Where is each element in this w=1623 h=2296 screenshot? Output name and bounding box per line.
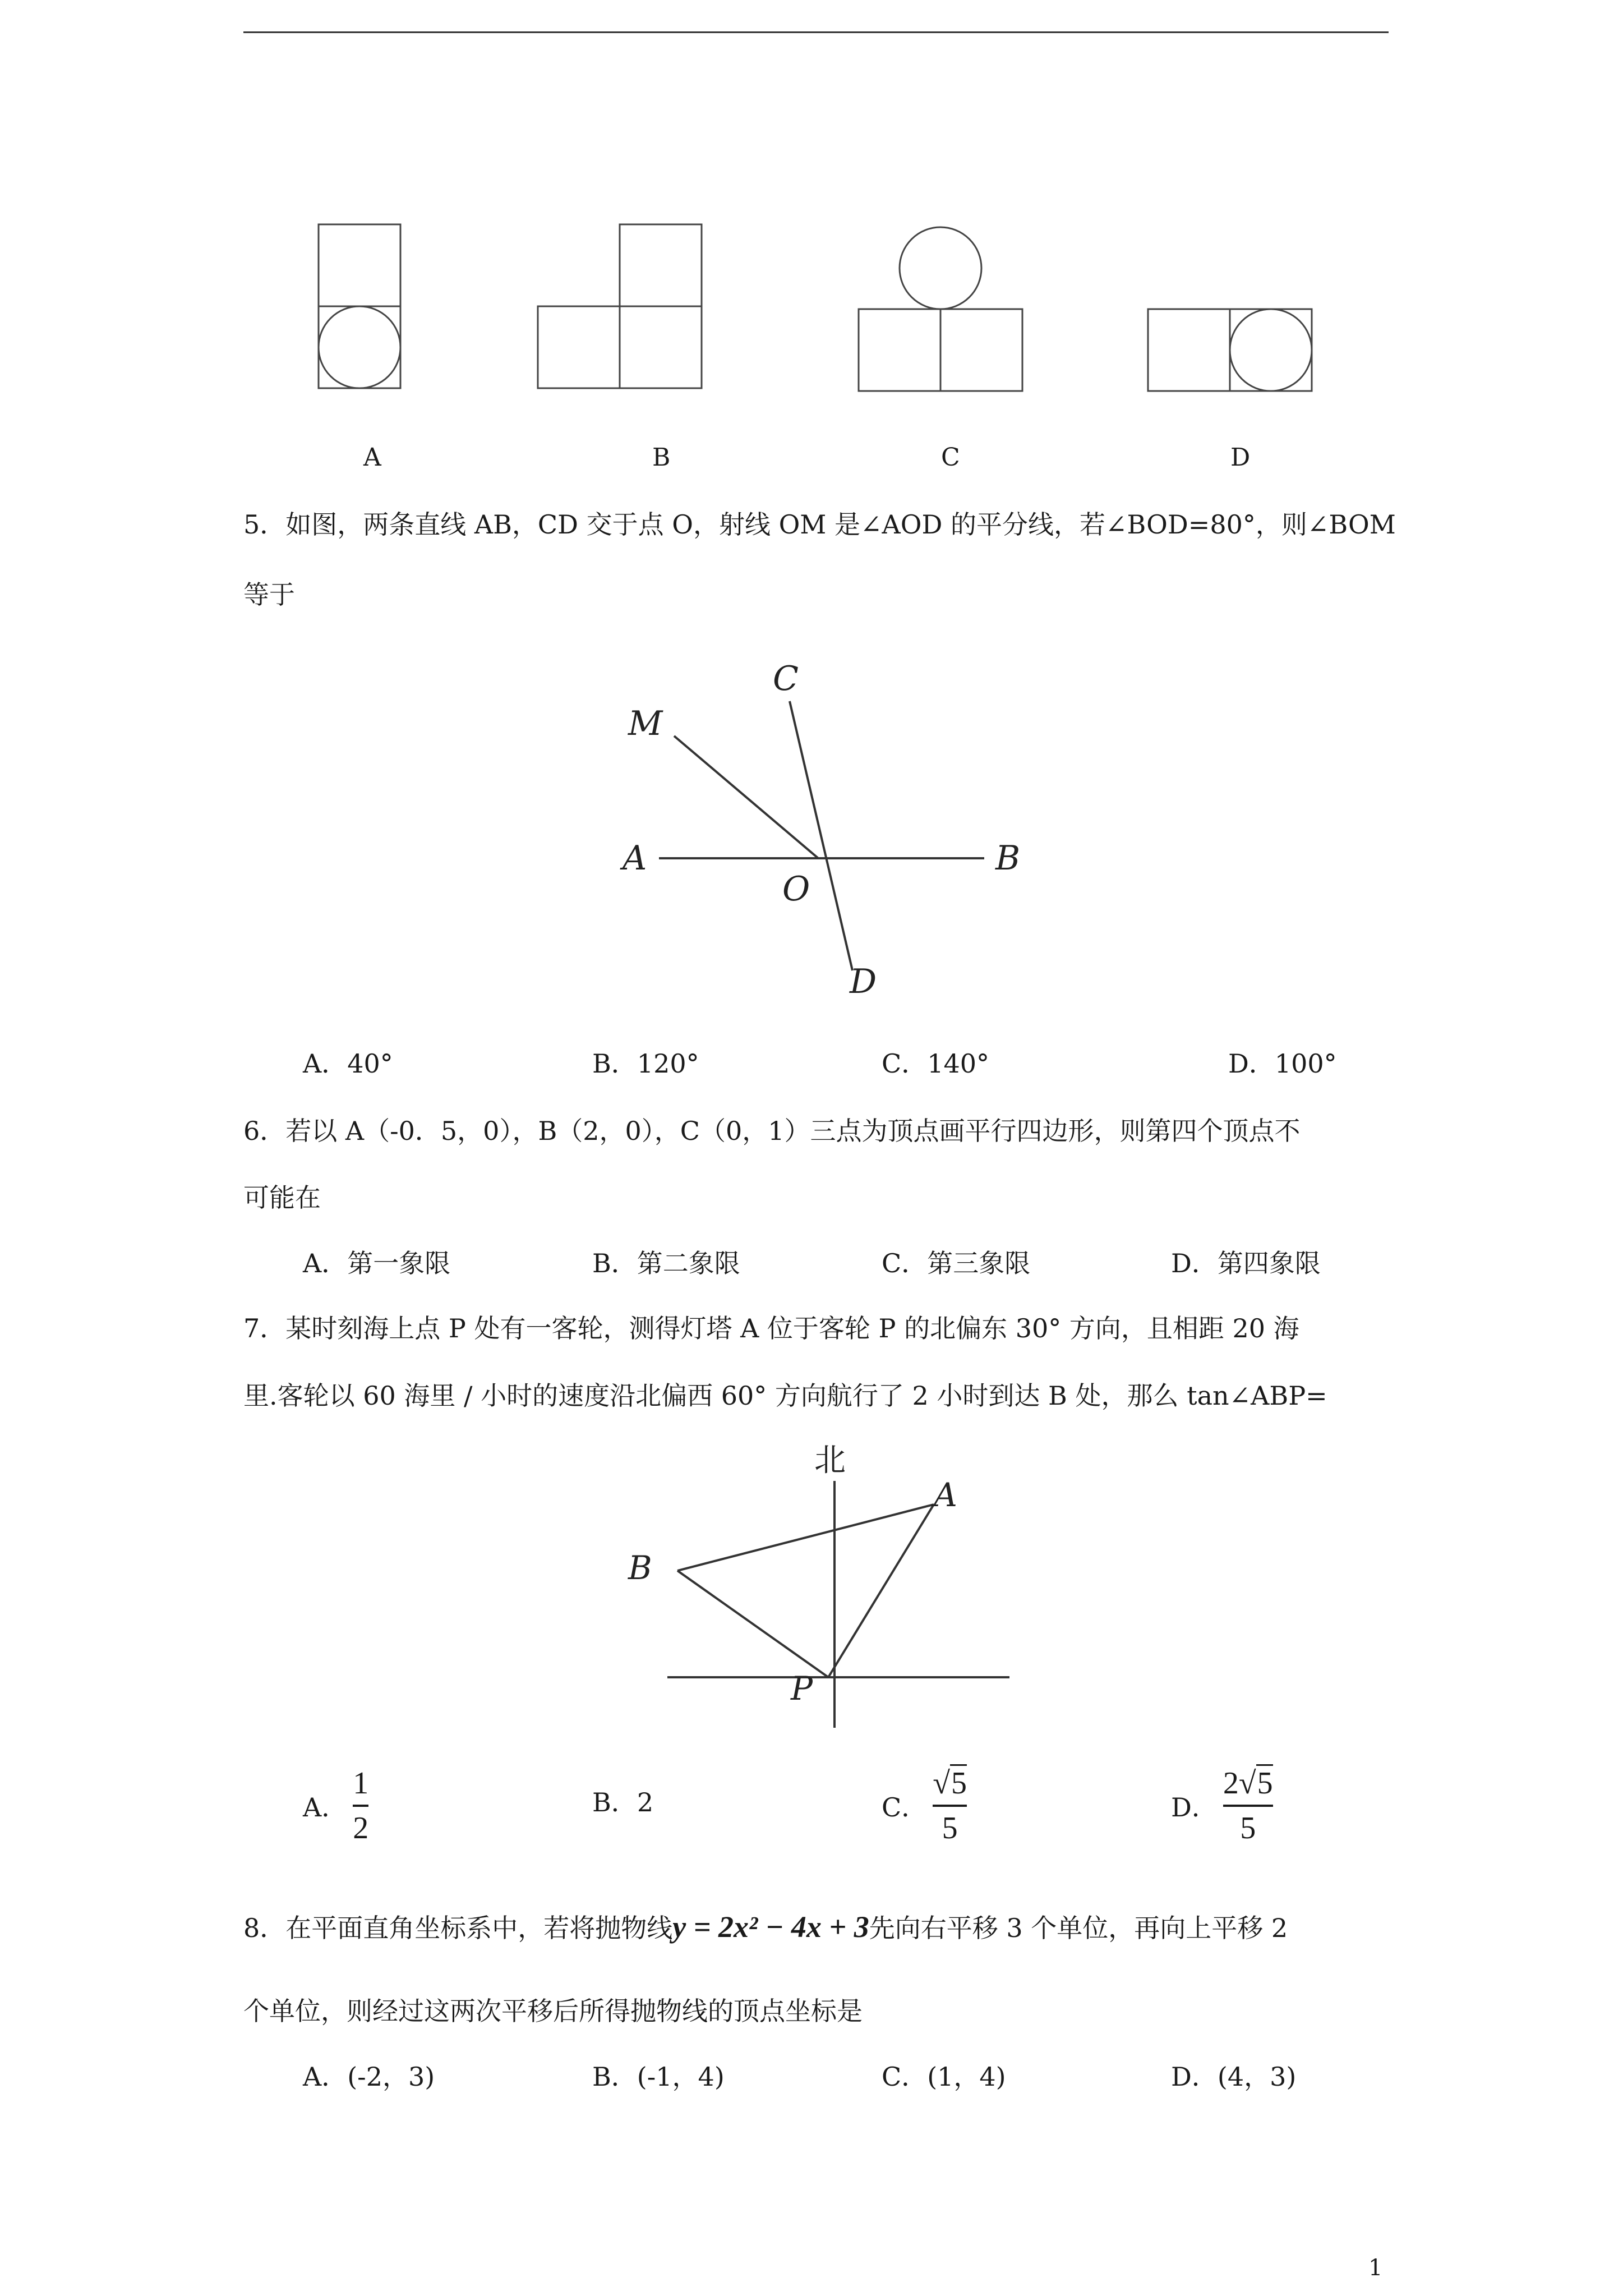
- q6-text-line2: 可能在: [243, 1182, 321, 1213]
- q6-option-b: B．第二象限: [592, 1248, 740, 1278]
- q5-label-d: D: [850, 962, 877, 1001]
- q4-figure-a: [319, 224, 400, 388]
- q7-figure: [606, 1436, 1021, 1750]
- fraction: $\frac{1}{2}$: [353, 1766, 369, 1846]
- q7-text-line2: 里.客轮以 60 海里 / 小时的速度沿北偏西 60° 方向航行了 2 小时到达 B 处，那么 tan∠ABP=: [243, 1381, 1327, 1411]
- q4-option-d: D: [1230, 443, 1251, 472]
- q6-option-d: D．第四象限: [1171, 1248, 1321, 1278]
- q4-option-a: A: [363, 443, 381, 472]
- q7-label-north: 北: [814, 1442, 846, 1479]
- q5-text-line1: 5．如图，两条直线 AB，CD 交于点 O，射线 OM 是∠AOD 的平分线，若∠BOD=80°，则∠BOM: [243, 509, 1396, 540]
- q8-option-b: B．(-1，4): [592, 2062, 725, 2092]
- q4-option-c: C: [941, 443, 960, 472]
- q4-figure-d: [1148, 309, 1312, 391]
- q5-option-c: C．140°: [882, 1048, 989, 1079]
- q5-option-a: A．40°: [303, 1048, 393, 1079]
- q8-option-c: C．(1，4): [882, 2062, 1006, 2092]
- q5-option-d: D．100°: [1228, 1048, 1337, 1079]
- q5-label-m: M: [628, 704, 663, 743]
- q7-label-a: A: [934, 1476, 957, 1514]
- q5-label-o: O: [782, 869, 810, 909]
- parabola-equation: y = 2x² − 4x + 3: [672, 1910, 869, 1944]
- q8-option-d: D．(4，3): [1171, 2062, 1297, 2092]
- q7-option-b: B．2: [592, 1787, 654, 1818]
- q5-label-c: C: [773, 659, 799, 698]
- q8-text-line2: 个单位，则经过这两次平移后所得抛物线的顶点坐标是: [243, 1996, 863, 2026]
- q7-option-c: C． $\frac{√5}{5}$: [882, 1764, 967, 1847]
- q5-figure: [589, 634, 1038, 1015]
- q7-label-p: P: [791, 1669, 813, 1708]
- fraction: $\frac{√5}{5}$: [933, 1764, 967, 1847]
- q5-label-a: A: [623, 839, 647, 878]
- q7-option-d: D． $\frac{2√5}{5}$: [1171, 1764, 1273, 1847]
- q8-option-a: A．(-2，3): [303, 2062, 435, 2092]
- fraction: $\frac{2√5}{5}$: [1223, 1764, 1273, 1847]
- q5-label-b: B: [995, 839, 1021, 878]
- q7-label-b: B: [628, 1549, 652, 1587]
- q7-text-line1: 7．某时刻海上点 P 处有一客轮，测得灯塔 A 位于客轮 P 的北偏东 30° 方向，且相距 20 海: [243, 1313, 1299, 1343]
- q5-option-b: B．120°: [592, 1048, 699, 1079]
- q4-figure-b: [538, 224, 702, 388]
- q6-option-c: C．第三象限: [882, 1248, 1031, 1278]
- q4-figure-c: [859, 227, 1022, 391]
- q4-option-b: B: [652, 443, 671, 472]
- q4-figures: [0, 0, 1623, 426]
- page-number: 1: [1368, 2255, 1383, 2281]
- q6-text-line1: 6．若以 A（-0．5，0），B（2，0），C（0，1）三点为顶点画平行四边形，则第四个顶点不: [243, 1116, 1301, 1146]
- q8-text-line1: 8．在平面直角坐标系中，若将抛物线y = 2x² − 4x + 3先向右平移 3 个单位，再向上平移 2: [243, 1910, 1288, 1944]
- q6-option-a: A．第一象限: [303, 1248, 451, 1278]
- q7-option-a: A． $\frac{1}{2}$: [303, 1764, 368, 1847]
- q5-text-line2: 等于: [243, 579, 295, 610]
